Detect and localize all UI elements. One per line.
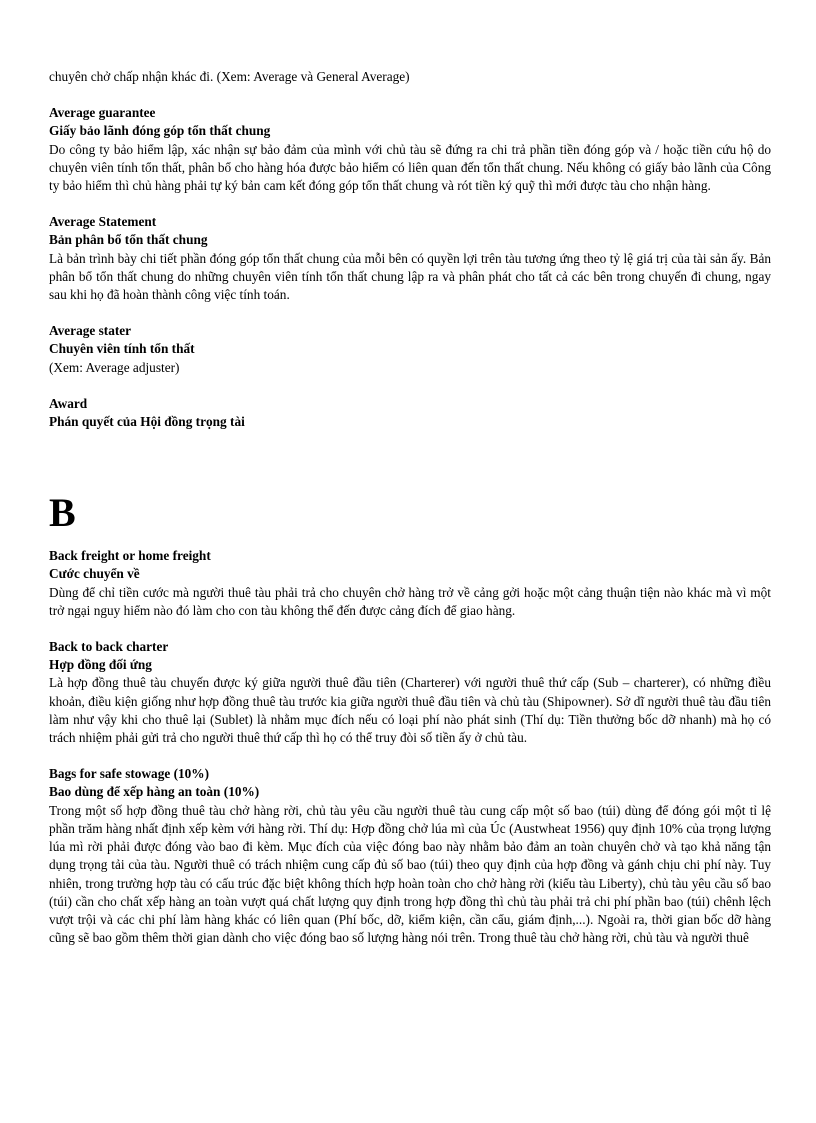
entry-description: Là hợp đồng thuê tàu chuyến được ký giữa người thuê đầu tiên (Charterer) với người thuê thứ cấp (Sub – charterer), có những điều khoản, điều kiện giống như hợp đồng thuê tàu trước kia giữa người thuê đầu tiên và chủ tàu (Shipowner). Sở dĩ người thuê tàu đầu tiên làm như vậy khi cho thuê lại (Sublet) là nhằm mục đích nếu có loại phí nào phát sinh (Thí dụ: Tiền thưởng bốc dỡ nhanh) mà họ có trách nhiệm phải gửi trả cho người thuê thứ cấp thì họ có thể truy đòi số tiền ấy ở chủ tàu. <box>49 675 771 746</box>
entry-term: Back to back charter <box>49 639 169 655</box>
entry-term: Bags for safe stowage (10%) <box>49 766 210 782</box>
entry-average-statement <box>49 213 771 304</box>
intro-line: chuyên chở chấp nhận khác đi. (Xem: Average và General Average) <box>49 69 410 84</box>
entry-translation: Giấy bảo lãnh đóng góp tổn thất chung <box>49 123 271 139</box>
entry-translation: Cước chuyển về <box>49 566 140 582</box>
entry-bags-for-safe-stowage <box>49 765 771 947</box>
entry-description: Là bản trình bày chi tiết phần đóng góp tổn thất chung của mỗi bên có quyền lợi trên tàu tương ứng theo tỷ lệ giá trị của tài sản ấy. Bản phân bổ tổn thất chung do những chuyên viên tính tổn thất chung lập ra và phân phát cho tất cả các bên trong chuyến đi chung, ngay sau khi họ đã hoàn thành công việc tính toán. <box>49 250 771 303</box>
entry-term: Average Statement <box>49 214 157 230</box>
entry-description: Dùng để chỉ tiền cước mà người thuê tàu phải trả cho chuyên chở hàng trở về cảng gởi hoặc một cảng thuận tiện nào khác mà vì một trở ngại nguy hiểm nào đó làm cho con tàu không thể đến được cảng đích để giao hàng. <box>49 584 771 618</box>
entry-description: Trong một số hợp đồng thuê tàu chở hàng rời, chủ tàu yêu cầu người thuê tàu cung cấp một số bao (túi) dùng để đóng gói một tỉ lệ phần trăm hàng nhất định xếp kèm với hàng rời. Thí dụ: Hợp đồng chở lúa mì của Úc (Austwheat 1956) quy định 10% của trọng lượng lúa mì rời phải được đóng vào bao đi kèm. Mục đích của việc đóng bao này nhằm bảo đảm an toàn chuyên chở và tạo khả năng tận dụng trọng tải của tàu. Người thuê có trách nhiệm cung cấp đủ số bao (túi) theo quy định của hợp đồng và gánh chịu chi phí này. Tuy nhiên, trong trường hợp tàu có cấu trúc đặc biệt không thích hợp hoàn toàn cho chở hàng rời (kiểu tàu Liberty), chủ tàu yêu cầu số bao (túi) cần cho chất xếp hàng an toàn vượt quá chất lượng quy định trong hợp đồng thì chủ tàu phải trả chi phí phần bao (túi) chênh lệch vượt trội và các chi phí làm hàng khác có liên quan (Phí bốc, dỡ, kiểm kiện, cần cẩu, giám định,...). Ngoài ra, thời gian bốc dỡ hàng cũng sẽ bao gồm thêm thời gian dành cho việc đóng bao số lượng hàng nói trên. Trong thuê tàu chở hàng rời, chủ tàu và người thuê <box>49 802 771 946</box>
entry-average-guarantee <box>49 104 771 195</box>
entry-term: Average guarantee <box>49 105 156 121</box>
entry-translation: Chuyên viên tính tổn thất <box>49 341 195 357</box>
section-letter-heading: B <box>49 490 76 536</box>
entry-description: Do công ty bảo hiểm lập, xác nhận sự bảo đảm của mình với chủ tàu sẽ đứng ra chi trả phần tiền đóng góp và / hoặc tiền cứu hộ do chuyên viên tính tổn thất, phân bổ cho hàng hóa được bảo hiểm có liên quan đến tổn thất chung. Nếu không có giấy bảo lãnh của Công ty bảo hiểm thì chủ hàng phải tự ký bản cam kết đóng góp tổn thất chung và rót tiền ký quỹ thì mới được tàu cho nhận hàng. <box>49 141 771 194</box>
entry-average-stater <box>49 322 771 377</box>
entry-award <box>49 395 771 431</box>
document-page <box>49 68 771 947</box>
entry-translation: Bao dùng để xếp hàng an toàn (10%) <box>49 784 260 800</box>
entry-term: Average stater <box>49 323 132 339</box>
entry-back-to-back-charter <box>49 638 771 747</box>
entry-translation: Phán quyết của Hội đồng trọng tài <box>49 414 245 430</box>
entry-translation: Bản phân bổ tổn thất chung <box>49 232 208 248</box>
entry-term: Back freight or home freight <box>49 548 211 564</box>
entry-back-freight <box>49 547 771 620</box>
entry-description: (Xem: Average adjuster) <box>49 359 180 375</box>
entry-translation: Hợp đồng đối ứng <box>49 657 152 673</box>
entry-term: Award <box>49 395 88 411</box>
